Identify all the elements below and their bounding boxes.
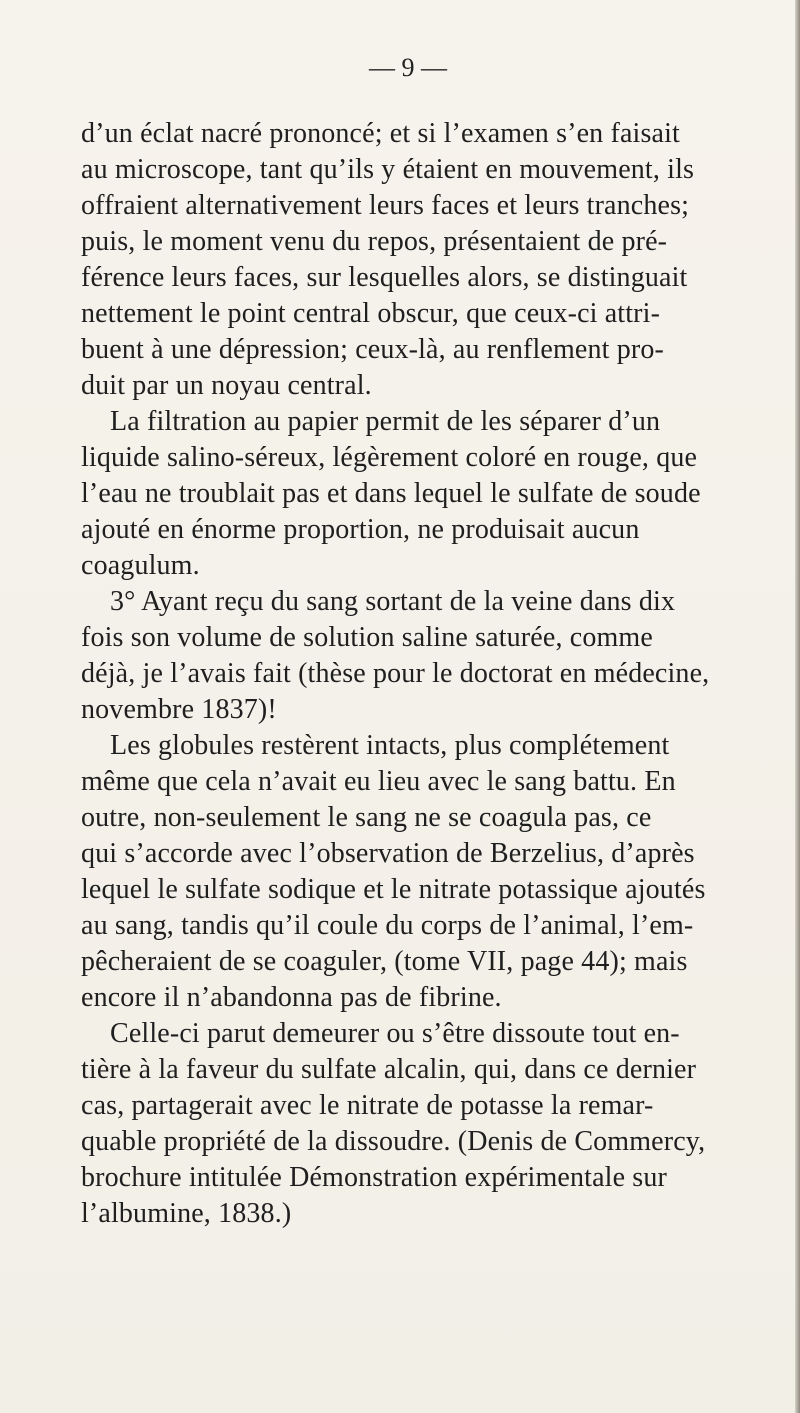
- text-line-9: La filtration au papier permit de les séparer d’un: [110, 406, 661, 437]
- text-line-1: d’un éclat nacré prononcé; et si l’examen s’en faisait: [81, 118, 680, 149]
- text-line-8: duit par un noyau central.: [81, 370, 372, 401]
- text-line-17: novembre 1837)!: [81, 694, 277, 725]
- text-line-18: Les globules restèrent intacts, plus complétement: [110, 730, 670, 761]
- text-line-11: l’eau ne troublait pas et dans lequel le sulfate de soude: [81, 478, 701, 509]
- text-line-14: 3° Ayant reçu du sang sortant de la veine dans dix: [110, 586, 676, 617]
- text-line-7: buent à une dépression; ceux-là, au renflement pro-: [81, 334, 664, 365]
- text-line-19: même que cela n’avait eu lieu avec le sang battu. En: [81, 766, 676, 797]
- text-line-2: au microscope, tant qu’ils y étaient en mouvement, ils: [81, 154, 695, 185]
- text-line-22: lequel le sulfate sodique et le nitrate potassique ajoutés: [81, 874, 706, 905]
- text-line-13: coagulum.: [81, 550, 200, 581]
- text-line-12: ajouté en énorme proportion, ne produisait aucun: [81, 514, 640, 545]
- text-line-21: qui s’accorde avec l’observation de Berzelius, d’après: [81, 838, 695, 869]
- text-line-16: déjà, je l’avais fait (thèse pour le doctorat en médecine,: [81, 658, 710, 689]
- text-line-4: puis, le moment venu du repos, présentaient de pré-: [81, 226, 668, 257]
- text-line-6: nettement le point central obscur, que ceux-ci attri-: [81, 298, 661, 329]
- text-line-15: fois son volume de solution saline saturée, comme: [81, 622, 653, 653]
- page-number: — 9 —: [369, 53, 447, 82]
- text-line-31: l’albumine, 1838.): [81, 1198, 292, 1229]
- text-line-24: pêcheraient de se coaguler, (tome VII, page 44); mais: [81, 946, 688, 977]
- text-line-10: liquide salino-séreux, légèrement coloré en rouge, que: [81, 442, 698, 473]
- text-line-27: tière à la faveur du sulfate alcalin, qui, dans ce dernier: [81, 1054, 697, 1085]
- text-line-29: quable propriété de la dissoudre. (Denis de Commercy,: [81, 1126, 706, 1157]
- text-line-28: cas, partagerait avec le nitrate de potasse la remar-: [81, 1090, 654, 1121]
- text-line-3: offraient alternativement leurs faces et leurs tranches;: [81, 190, 690, 221]
- text-line-26: Celle-ci parut demeurer ou s’être dissoute tout en-: [110, 1018, 680, 1049]
- text-line-5: férence leurs faces, sur lesquelles alors, se distinguait: [81, 262, 688, 293]
- text-line-25: encore il n’abandonna pas de fibrine.: [81, 982, 502, 1013]
- text-line-30: brochure intitulée Démonstration expérimentale sur: [81, 1162, 667, 1193]
- page-edge-shadow: [795, 0, 800, 1413]
- text-line-20: outre, non-seulement le sang ne se coagula pas, ce: [81, 802, 652, 833]
- body-text: [81, 116, 771, 1232]
- text-line-23: au sang, tandis qu’il coule du corps de l’animal, l’em-: [81, 910, 694, 941]
